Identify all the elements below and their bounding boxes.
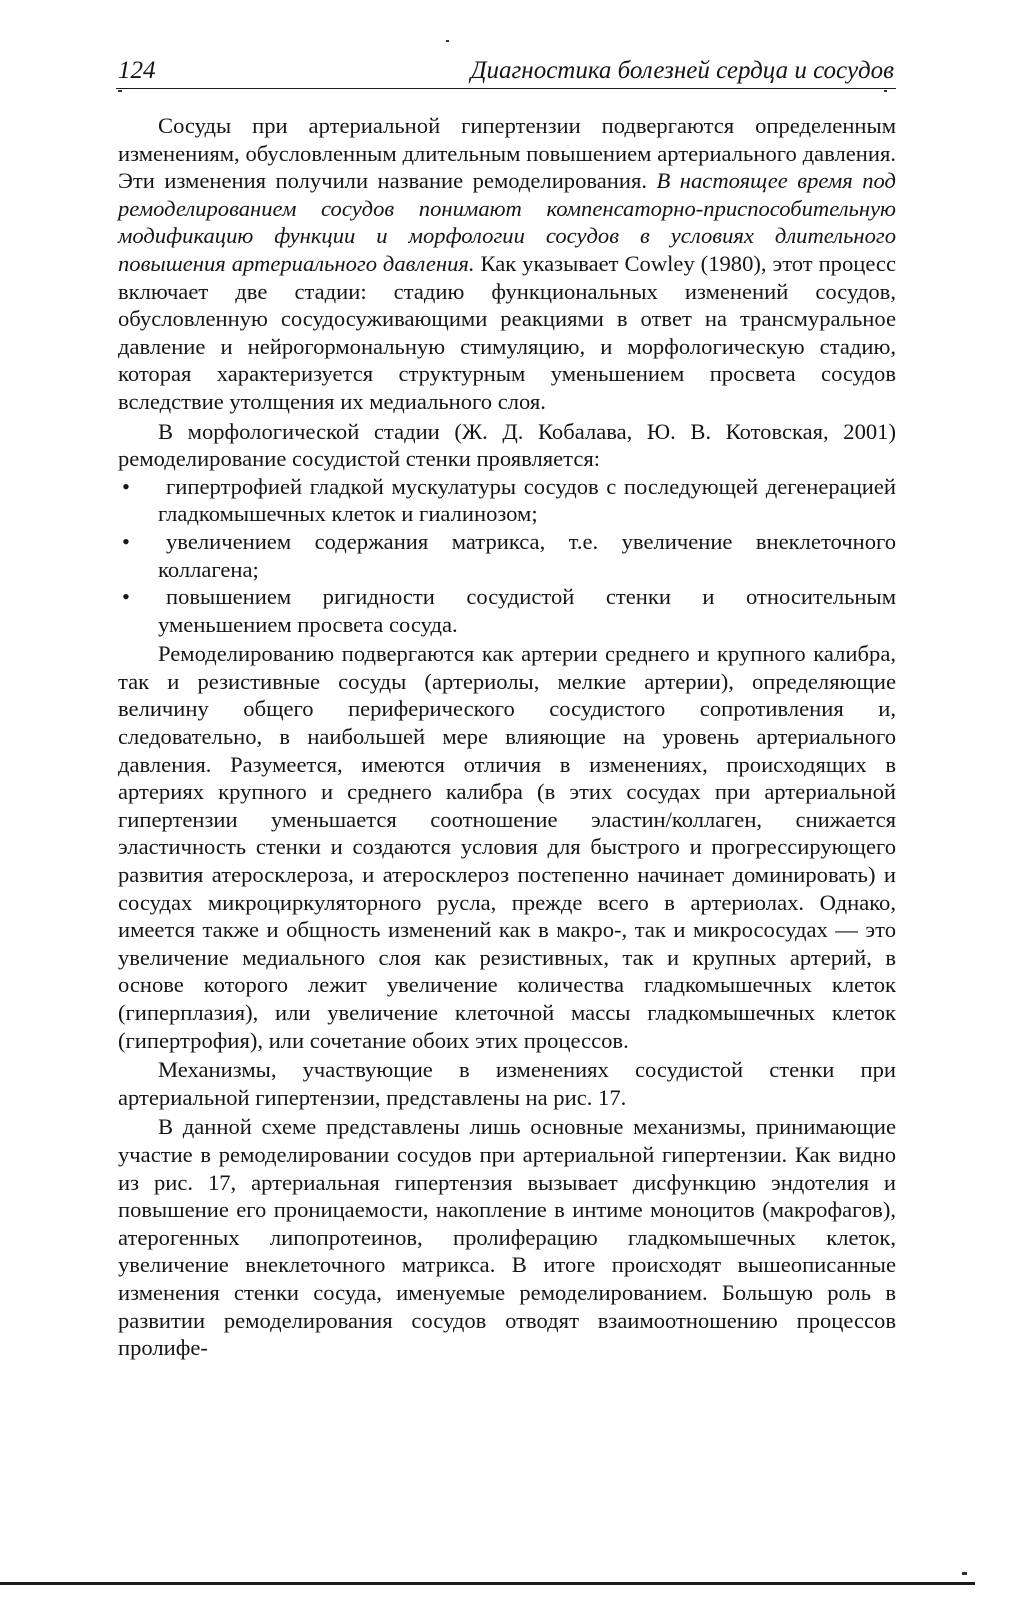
list-item-text: гипертрофией гладкой мускулатуры сосудов с последующей дегенерацией гладкомышечных клеток и гиалинозом; bbox=[158, 473, 896, 527]
bullet-marker: • bbox=[122, 528, 130, 554]
scan-speck bbox=[962, 1572, 967, 1575]
paragraph-1-italic-definition: В настоящее время под ремоделированием сосудов понимают компенсаторно-приспособительную модификацию функции и морфологии сосудов в условиях длительного повышения артериального давления. bbox=[118, 168, 896, 276]
scan-speck bbox=[884, 90, 887, 92]
list-item bbox=[118, 583, 896, 638]
list-item bbox=[118, 528, 896, 583]
paragraph-1-end: Как указывает Cowley (1980), этот процесс включает две стадии: стадию функциональных изменений сосудов, обусловленную сосудосуживающими реакциями в ответ на трансмуральное давление и нейрогормональную стимуляцию, и морфологическую стадию, которая характеризуется структурным уменьшением просвета сосудов вследствие утолщения их медиального слоя. bbox=[118, 250, 896, 414]
paragraph-3: Ремоделированию подвергаются как артерии среднего и крупного калибра, так и резистивные сосуды (артериолы, мелкие артерии), определяющие величину общего периферического сосудистого сопротивления и, следовательно, в наибольшей мере влияющие на уровень артериального давления. Разумеется, имеются отличия в изменениях, происходящих в артериях крупного и среднего калибра (в этих сосудах при артериальной гипертензии уменьшается соотношение эластин/коллаген, снижается эластичность стенки и создаются условия для быстрого и прогрессирующего развития атеросклероза, и атеросклероз постепенно начинает доминировать) и сосудах микроциркуляторного русла, прежде всего в артериолах. Однако, имеется также и общность изменений как в макро-, так и микрососудах — это увеличение медиального слоя как резистивных, так и крупных артерий, в основе которого лежит увеличение количества гладкомышечных клеток (гиперплазия), или увеличение клеточной массы гладкомышечных клеток (гипертрофия), или сочетание обоих этих процессов. bbox=[118, 641, 896, 1053]
scan-speck bbox=[118, 90, 122, 92]
bullet-marker: • bbox=[122, 584, 130, 610]
list-item-text: повышением ригидности сосудистой стенки и относительным уменьшением просвета сосуда. bbox=[158, 584, 896, 637]
paragraph-1 bbox=[118, 112, 896, 416]
list-item-text: увеличением содержания матрикса, т.е. увеличение внеклеточного коллагена; bbox=[158, 528, 896, 582]
running-title: Диагностика болезней сердца и сосудов bbox=[470, 57, 894, 84]
bottom-scan-line bbox=[0, 1582, 975, 1585]
scan-speck bbox=[446, 40, 449, 42]
page-number: 124 bbox=[118, 57, 156, 84]
paragraph-1-start: Сосуды при артериальной гипертензии подвергаются определенным изменениям, обусловленным длительным повышением артериального давления. Эти изменения получили название ремоделирования. bbox=[118, 113, 896, 194]
bullet-list bbox=[118, 473, 896, 639]
list-item bbox=[118, 473, 896, 528]
bullet-marker: • bbox=[122, 473, 130, 499]
paragraph-5: В данной схеме представлены лишь основные механизмы, принимающие участие в ремоделировании сосудов при артериальной гипертензии. Как видно из рис. 17, артериальная гипертензия вызывает дисфункцию эндотелия и повышение его проницаемости, накопление в интиме моноцитов (макрофагов), атерогенных липопротеинов, пролиферацию гладкомышечных клеток, увеличение внеклеточного матрикса. В итоге происходят вышеописанные изменения стенки сосуда, именуемые ремоделированием. Большую роль в развитии ремоделирования сосудов отводят взаимоотношению процессов пролифе- bbox=[118, 1114, 896, 1361]
paragraph-4: Механизмы, участвующие в изменениях сосудистой стенки при артериальной гипертензии, представлены на рис. 17. bbox=[118, 1057, 896, 1110]
running-header bbox=[116, 56, 896, 89]
paragraph-2: В морфологической стадии (Ж. Д. Кобалава, Ю. В. Котовская, 2001) ремоделирование сосудистой стенки проявляется: bbox=[118, 418, 896, 472]
body-text bbox=[118, 112, 896, 1362]
